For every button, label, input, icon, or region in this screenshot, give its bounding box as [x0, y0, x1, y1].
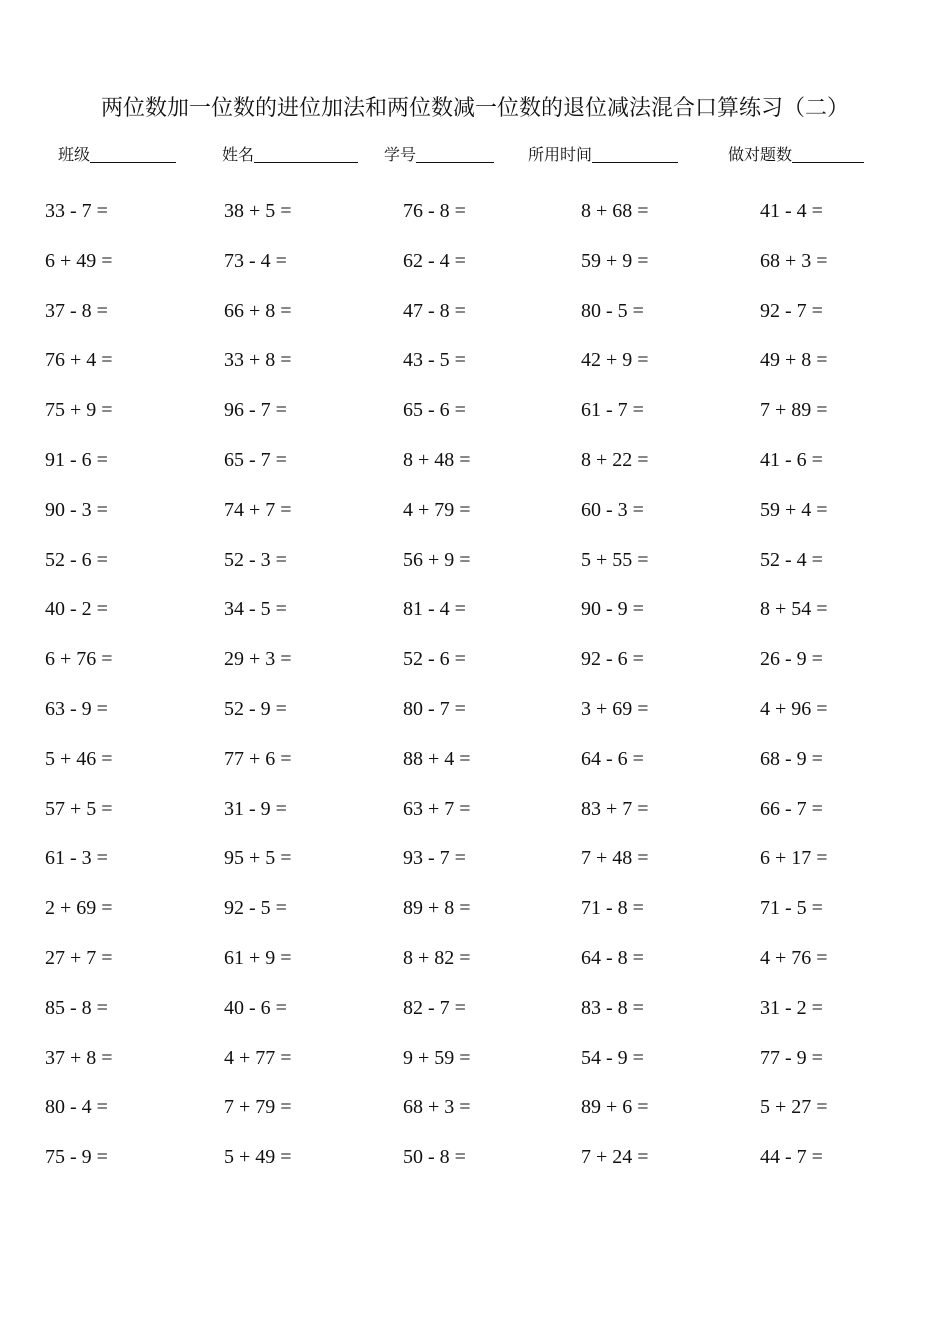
- arithmetic-problem: 9 + 59 =: [403, 1046, 471, 1069]
- problem-row: [0, 786, 950, 836]
- arithmetic-problem: 27 + 7 =: [45, 946, 113, 969]
- arithmetic-problem: 89 + 6 =: [581, 1096, 649, 1119]
- arithmetic-problem: 40 - 6 =: [224, 996, 287, 1019]
- problem-row: [0, 487, 950, 537]
- arithmetic-problem: 61 - 7 =: [581, 399, 644, 422]
- arithmetic-problem: 4 + 76 =: [760, 946, 828, 969]
- arithmetic-problem: 90 - 9 =: [581, 598, 644, 621]
- arithmetic-problem: 92 - 5 =: [224, 897, 287, 920]
- problem-row: [0, 337, 950, 387]
- arithmetic-problem: 71 - 8 =: [581, 897, 644, 920]
- student-id-field: [384, 140, 494, 166]
- arithmetic-problem: 59 + 4 =: [760, 498, 828, 521]
- arithmetic-problem: 31 - 9 =: [224, 797, 287, 820]
- arithmetic-problem: 68 + 3 =: [760, 249, 828, 272]
- arithmetic-problem: 4 + 77 =: [224, 1046, 292, 1069]
- arithmetic-problem: 50 - 8 =: [403, 1146, 466, 1169]
- arithmetic-problem: 33 - 7 =: [45, 200, 108, 222]
- class-blank[interactable]: [90, 142, 176, 163]
- arithmetic-problem: 81 - 4 =: [403, 598, 466, 621]
- arithmetic-problem: 61 + 9 =: [224, 946, 292, 969]
- arithmetic-problem: 44 - 7 =: [760, 1146, 823, 1169]
- time-used-field: [528, 140, 678, 166]
- problem-row: [0, 636, 950, 686]
- arithmetic-problem: 41 - 6 =: [760, 448, 823, 471]
- arithmetic-problem: 65 - 6 =: [403, 399, 466, 422]
- arithmetic-problem: 5 + 27 =: [760, 1096, 828, 1119]
- problem-row: [0, 686, 950, 736]
- arithmetic-problem: 68 + 3 =: [403, 1096, 471, 1119]
- problem-grid: [0, 188, 950, 1184]
- name-field: [222, 140, 358, 166]
- problem-row: [0, 437, 950, 487]
- arithmetic-problem: 68 - 9 =: [760, 747, 823, 770]
- arithmetic-problem: 75 - 9 =: [45, 1146, 108, 1169]
- time-used-blank[interactable]: [592, 142, 678, 163]
- arithmetic-problem: 2 + 69 =: [45, 897, 113, 920]
- arithmetic-problem: 90 - 3 =: [45, 498, 108, 521]
- arithmetic-problem: 7 + 79 =: [224, 1096, 292, 1119]
- arithmetic-problem: 26 - 9 =: [760, 648, 823, 671]
- arithmetic-problem: 75 + 9 =: [45, 399, 113, 422]
- arithmetic-problem: 62 - 4 =: [403, 249, 466, 272]
- arithmetic-problem: 76 - 8 =: [403, 200, 466, 222]
- arithmetic-problem: 8 + 48 =: [403, 448, 471, 471]
- arithmetic-problem: 31 - 2 =: [760, 996, 823, 1019]
- arithmetic-problem: 63 - 9 =: [45, 697, 108, 720]
- arithmetic-problem: 64 - 6 =: [581, 747, 644, 770]
- problem-row: [0, 238, 950, 288]
- arithmetic-problem: 83 + 7 =: [581, 797, 649, 820]
- arithmetic-problem: 59 + 9 =: [581, 249, 649, 272]
- arithmetic-problem: 57 + 5 =: [45, 797, 113, 820]
- arithmetic-problem: 60 - 3 =: [581, 498, 644, 521]
- worksheet-title: 两位数加一位数的进位加法和两位数减一位数的退位减法混合口算练习（二）: [100, 96, 849, 121]
- arithmetic-problem: 66 + 8 =: [224, 299, 292, 322]
- arithmetic-problem: 29 + 3 =: [224, 648, 292, 671]
- arithmetic-problem: 61 - 3 =: [45, 847, 108, 870]
- correct-count-label: 做对题数: [728, 145, 793, 164]
- arithmetic-problem: 43 - 5 =: [403, 349, 466, 372]
- problem-row: [0, 736, 950, 786]
- problem-row: [0, 188, 950, 238]
- arithmetic-problem: 8 + 82 =: [403, 946, 471, 969]
- arithmetic-problem: 4 + 96 =: [760, 697, 828, 720]
- class-label: 班级: [58, 145, 91, 164]
- arithmetic-problem: 95 + 5 =: [224, 847, 292, 870]
- arithmetic-problem: 6 + 49 =: [45, 249, 113, 272]
- problem-row: [0, 1084, 950, 1134]
- arithmetic-problem: 92 - 6 =: [581, 648, 644, 671]
- arithmetic-problem: 8 + 22 =: [581, 448, 649, 471]
- arithmetic-problem: 7 + 89 =: [760, 399, 828, 422]
- arithmetic-problem: 80 - 7 =: [403, 697, 466, 720]
- arithmetic-problem: 49 + 8 =: [760, 349, 828, 372]
- name-blank[interactable]: [254, 142, 358, 163]
- arithmetic-problem: 64 - 8 =: [581, 946, 644, 969]
- problem-row: [0, 1035, 950, 1085]
- arithmetic-problem: 96 - 7 =: [224, 399, 287, 422]
- problem-row: [0, 1134, 950, 1184]
- arithmetic-problem: 71 - 5 =: [760, 897, 823, 920]
- arithmetic-problem: 52 - 3 =: [224, 548, 287, 571]
- arithmetic-problem: 54 - 9 =: [581, 1046, 644, 1069]
- time-used-label: 所用时间: [528, 145, 593, 164]
- arithmetic-problem: 47 - 8 =: [403, 299, 466, 322]
- student-info-bar: [0, 140, 950, 166]
- arithmetic-problem: 56 + 9 =: [403, 548, 471, 571]
- arithmetic-problem: 33 + 8 =: [224, 349, 292, 372]
- arithmetic-problem: 66 - 7 =: [760, 797, 823, 820]
- arithmetic-problem: 63 + 7 =: [403, 797, 471, 820]
- problem-row: [0, 387, 950, 437]
- student-id-label: 学号: [384, 145, 417, 164]
- problem-row: [0, 885, 950, 935]
- arithmetic-problem: 80 - 4 =: [45, 1096, 108, 1119]
- arithmetic-problem: 41 - 4 =: [760, 200, 823, 222]
- problem-row: [0, 835, 950, 885]
- arithmetic-problem: 73 - 4 =: [224, 249, 287, 272]
- arithmetic-problem: 65 - 7 =: [224, 448, 287, 471]
- correct-count-blank[interactable]: [792, 142, 864, 163]
- arithmetic-problem: 5 + 46 =: [45, 747, 113, 770]
- problem-row: [0, 586, 950, 636]
- problem-row: [0, 935, 950, 985]
- name-label: 姓名: [222, 145, 255, 164]
- arithmetic-problem: 37 + 8 =: [45, 1046, 113, 1069]
- arithmetic-problem: 5 + 49 =: [224, 1146, 292, 1169]
- arithmetic-problem: 42 + 9 =: [581, 349, 649, 372]
- arithmetic-problem: 37 - 8 =: [45, 299, 108, 322]
- arithmetic-problem: 91 - 6 =: [45, 448, 108, 471]
- arithmetic-problem: 8 + 54 =: [760, 598, 828, 621]
- student-id-blank[interactable]: [416, 142, 494, 163]
- arithmetic-problem: 38 + 5 =: [224, 200, 292, 222]
- arithmetic-problem: 34 - 5 =: [224, 598, 287, 621]
- arithmetic-problem: 85 - 8 =: [45, 996, 108, 1019]
- arithmetic-problem: 92 - 7 =: [760, 299, 823, 322]
- arithmetic-problem: 7 + 48 =: [581, 847, 649, 870]
- arithmetic-problem: 52 - 4 =: [760, 548, 823, 571]
- arithmetic-problem: 77 + 6 =: [224, 747, 292, 770]
- problem-row: [0, 288, 950, 338]
- arithmetic-problem: 7 + 24 =: [581, 1146, 649, 1169]
- arithmetic-problem: 80 - 5 =: [581, 299, 644, 322]
- arithmetic-problem: 6 + 76 =: [45, 648, 113, 671]
- arithmetic-problem: 89 + 8 =: [403, 897, 471, 920]
- arithmetic-problem: 4 + 79 =: [403, 498, 471, 521]
- arithmetic-problem: 74 + 7 =: [224, 498, 292, 521]
- arithmetic-problem: 52 - 6 =: [45, 548, 108, 571]
- problem-row: [0, 537, 950, 587]
- arithmetic-problem: 6 + 17 =: [760, 847, 828, 870]
- arithmetic-problem: 93 - 7 =: [403, 847, 466, 870]
- arithmetic-problem: 8 + 68 =: [581, 200, 649, 222]
- arithmetic-problem: 52 - 9 =: [224, 697, 287, 720]
- correct-count-field: [728, 140, 864, 166]
- class-field: [58, 140, 176, 166]
- arithmetic-problem: 82 - 7 =: [403, 996, 466, 1019]
- arithmetic-problem: 52 - 6 =: [403, 648, 466, 671]
- arithmetic-problem: 40 - 2 =: [45, 598, 108, 621]
- arithmetic-problem: 83 - 8 =: [581, 996, 644, 1019]
- arithmetic-problem: 3 + 69 =: [581, 697, 649, 720]
- arithmetic-problem: 76 + 4 =: [45, 349, 113, 372]
- arithmetic-problem: 77 - 9 =: [760, 1046, 823, 1069]
- problem-row: [0, 985, 950, 1035]
- arithmetic-problem: 5 + 55 =: [581, 548, 649, 571]
- arithmetic-problem: 88 + 4 =: [403, 747, 471, 770]
